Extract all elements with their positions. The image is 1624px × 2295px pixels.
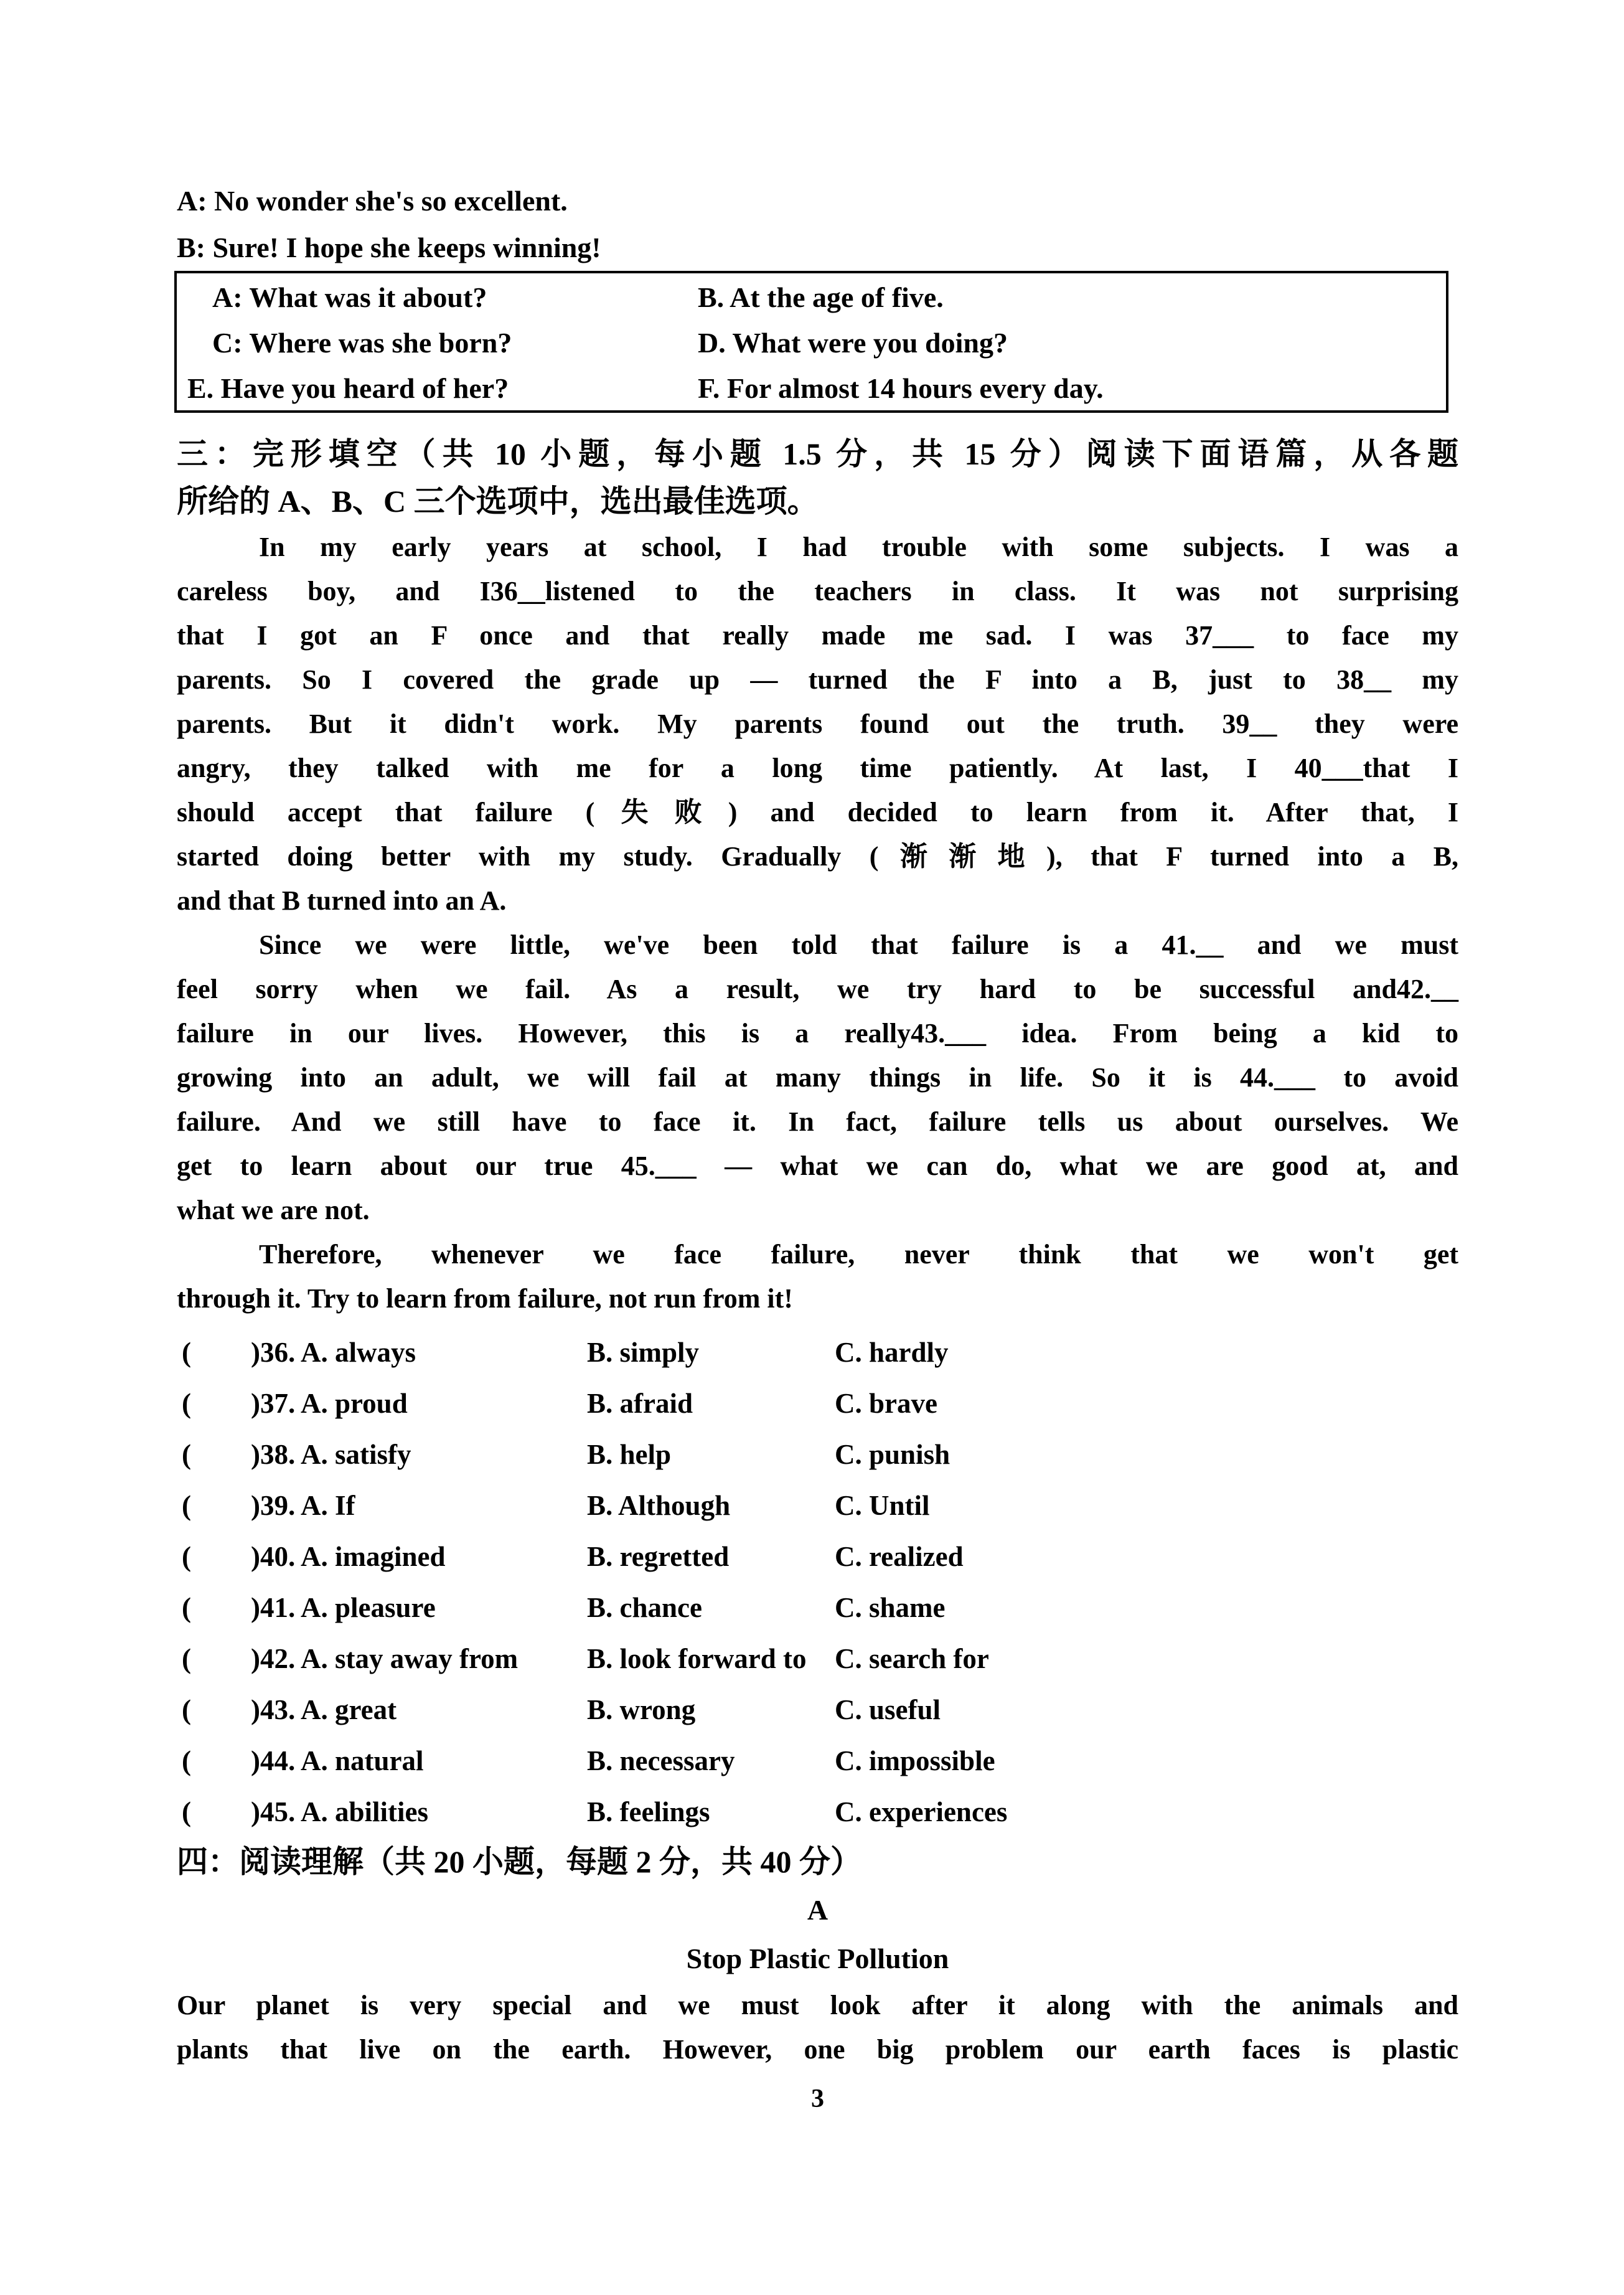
dialogue-line-b: B: Sure! I hope she keeps winning! bbox=[177, 232, 601, 263]
option-item-e: E. Have you heard of her? bbox=[187, 372, 509, 404]
option-item-f: F. For almost 14 hours every day. bbox=[698, 372, 1104, 404]
cloze-paragraph-2 bbox=[177, 923, 1458, 1232]
question-number-option-a: )41. A. pleasure bbox=[251, 1592, 436, 1623]
section4-heading: 四：阅读理解（共 20 小题，每题 2 分，共 40 分） bbox=[177, 1844, 861, 1879]
question-row bbox=[177, 1429, 1458, 1480]
question-number-option-a: )40. A. imagined bbox=[251, 1541, 446, 1572]
question-row bbox=[177, 1735, 1458, 1786]
question-row bbox=[177, 1327, 1458, 1378]
question-number-option-a: )37. A. proud bbox=[251, 1388, 408, 1419]
text-line: Since we were little, we've been told that failure is a 41.__ and we must bbox=[259, 930, 1458, 960]
option-item-b: B. At the age of five. bbox=[698, 281, 944, 313]
answer-paren: ( bbox=[182, 1490, 191, 1521]
question-option: B. necessary bbox=[587, 1745, 735, 1776]
text-line: should accept that failure (失败) and decided to learn from it. After that, I bbox=[177, 797, 1458, 827]
question-number-option-a: )43. A. great bbox=[251, 1694, 397, 1725]
question-option: B. afraid bbox=[587, 1388, 693, 1419]
answer-paren: ( bbox=[182, 1388, 191, 1419]
question-row bbox=[177, 1378, 1458, 1429]
text-line: that I got an F once and that really made me sad. I was 37___ to face my bbox=[177, 620, 1458, 651]
passage-title: Stop Plastic Pollution bbox=[686, 1943, 949, 1974]
text-line: 三：完形填空（共 10 小题，每小题 1.5 分，共 15 分）阅读下面语篇，从各题 bbox=[177, 436, 1458, 471]
question-option: B. wrong bbox=[587, 1694, 696, 1725]
page-number: 3 bbox=[811, 2085, 824, 2113]
question-option: C. useful bbox=[835, 1694, 941, 1725]
question-number-option-a: )36. A. always bbox=[251, 1337, 416, 1368]
question-option: C. shame bbox=[835, 1592, 946, 1623]
question-number-option-a: )39. A. If bbox=[251, 1490, 355, 1521]
answer-paren: ( bbox=[182, 1796, 191, 1827]
option-item-a: A: What was it about? bbox=[212, 281, 487, 313]
question-option: B. chance bbox=[587, 1592, 702, 1623]
section3-heading bbox=[177, 430, 1458, 525]
passage-label: A bbox=[807, 1894, 828, 1926]
question-number-option-a: )38. A. satisfy bbox=[251, 1439, 411, 1470]
answer-paren: ( bbox=[182, 1592, 191, 1623]
question-row bbox=[177, 1684, 1458, 1735]
question-option: C. realized bbox=[835, 1541, 964, 1572]
question-number-option-a: )45. A. abilities bbox=[251, 1796, 429, 1827]
question-option: C. experiences bbox=[835, 1796, 1008, 1827]
text-line: angry, they talked with me for a long time patiently. At last, I 40___that I bbox=[177, 753, 1458, 783]
options-box-row bbox=[177, 365, 1446, 411]
options-box-row bbox=[177, 275, 1446, 320]
question-row bbox=[177, 1480, 1458, 1531]
question-row bbox=[177, 1531, 1458, 1582]
answer-paren: ( bbox=[182, 1439, 191, 1470]
cloze-paragraph-1 bbox=[177, 525, 1458, 923]
question-option: B. help bbox=[587, 1439, 672, 1470]
options-box bbox=[174, 271, 1448, 413]
answer-paren: ( bbox=[182, 1745, 191, 1776]
answer-paren: ( bbox=[182, 1337, 191, 1368]
answer-paren: ( bbox=[182, 1643, 191, 1674]
answer-paren: ( bbox=[182, 1541, 191, 1572]
text-line: failure. And we still have to face it. In fact, failure tells us about ourselves. We bbox=[177, 1106, 1458, 1137]
question-option: C. brave bbox=[835, 1388, 937, 1419]
text-line: 所给的 A、B、C 三个选项中，选出最佳选项。 bbox=[177, 484, 819, 519]
question-row bbox=[177, 1633, 1458, 1684]
answer-paren: ( bbox=[182, 1694, 191, 1725]
cloze-paragraph-3 bbox=[177, 1232, 1458, 1321]
text-line: plants that live on the earth. However, one big problem our earth faces is plastic bbox=[177, 2034, 1458, 2065]
text-line: through it. Try to learn from failure, not run from it! bbox=[177, 1283, 793, 1314]
question-option: B. Although bbox=[587, 1490, 731, 1521]
option-item-d: D. What were you doing? bbox=[698, 327, 1008, 359]
question-option: B. feelings bbox=[587, 1796, 710, 1827]
question-number-option-a: )42. A. stay away from bbox=[251, 1643, 519, 1674]
text-line: what we are not. bbox=[177, 1195, 370, 1225]
question-option: B. regretted bbox=[587, 1541, 730, 1572]
question-option: C. punish bbox=[835, 1439, 950, 1470]
text-line: failure in our lives. However, this is a really43.___ idea. From being a kid to bbox=[177, 1018, 1458, 1049]
text-line: feel sorry when we fail. As a result, we try hard to be successful and42.__ bbox=[177, 974, 1458, 1004]
question-option: C. hardly bbox=[835, 1337, 949, 1368]
question-row bbox=[177, 1582, 1458, 1633]
text-line: In my early years at school, I had trouble with some subjects. I was a bbox=[259, 532, 1458, 562]
text-line: parents. But it didn't work. My parents found out the truth. 39__ they were bbox=[177, 709, 1458, 739]
text-line: careless boy, and I36__listened to the teachers in class. It was not surprising bbox=[177, 576, 1458, 606]
text-line: get to learn about our true 45.___ — what we can do, what we are good at, and bbox=[177, 1151, 1458, 1181]
question-option: C. Until bbox=[835, 1490, 930, 1521]
reading-passage bbox=[177, 1983, 1458, 2071]
text-line: parents. So I covered the grade up — turned the F into a B, just to 38__ my bbox=[177, 664, 1458, 695]
question-option: C. search for bbox=[835, 1643, 989, 1674]
question-option: C. impossible bbox=[835, 1745, 995, 1776]
text-line: and that B turned into an A. bbox=[177, 885, 507, 916]
text-line: started doing better with my study. Gradually (渐渐地), that F turned into a B, bbox=[177, 841, 1458, 872]
cloze-questions bbox=[177, 1327, 1458, 1837]
text-line: Our planet is very special and we must look after it along with the animals and bbox=[177, 1990, 1458, 2020]
options-box-row bbox=[177, 320, 1446, 365]
question-option: B. look forward to bbox=[587, 1643, 807, 1674]
question-number-option-a: )44. A. natural bbox=[251, 1745, 424, 1776]
text-line: growing into an adult, we will fail at many things in life. So it is 44.___ to avoid bbox=[177, 1062, 1458, 1093]
dialogue-line-a: A: No wonder she's so excellent. bbox=[177, 185, 568, 217]
text-line: Therefore, whenever we face failure, never think that we won't get bbox=[259, 1239, 1458, 1270]
question-row bbox=[177, 1786, 1458, 1837]
option-item-c: C: Where was she born? bbox=[212, 327, 512, 359]
question-option: B. simply bbox=[587, 1337, 700, 1368]
